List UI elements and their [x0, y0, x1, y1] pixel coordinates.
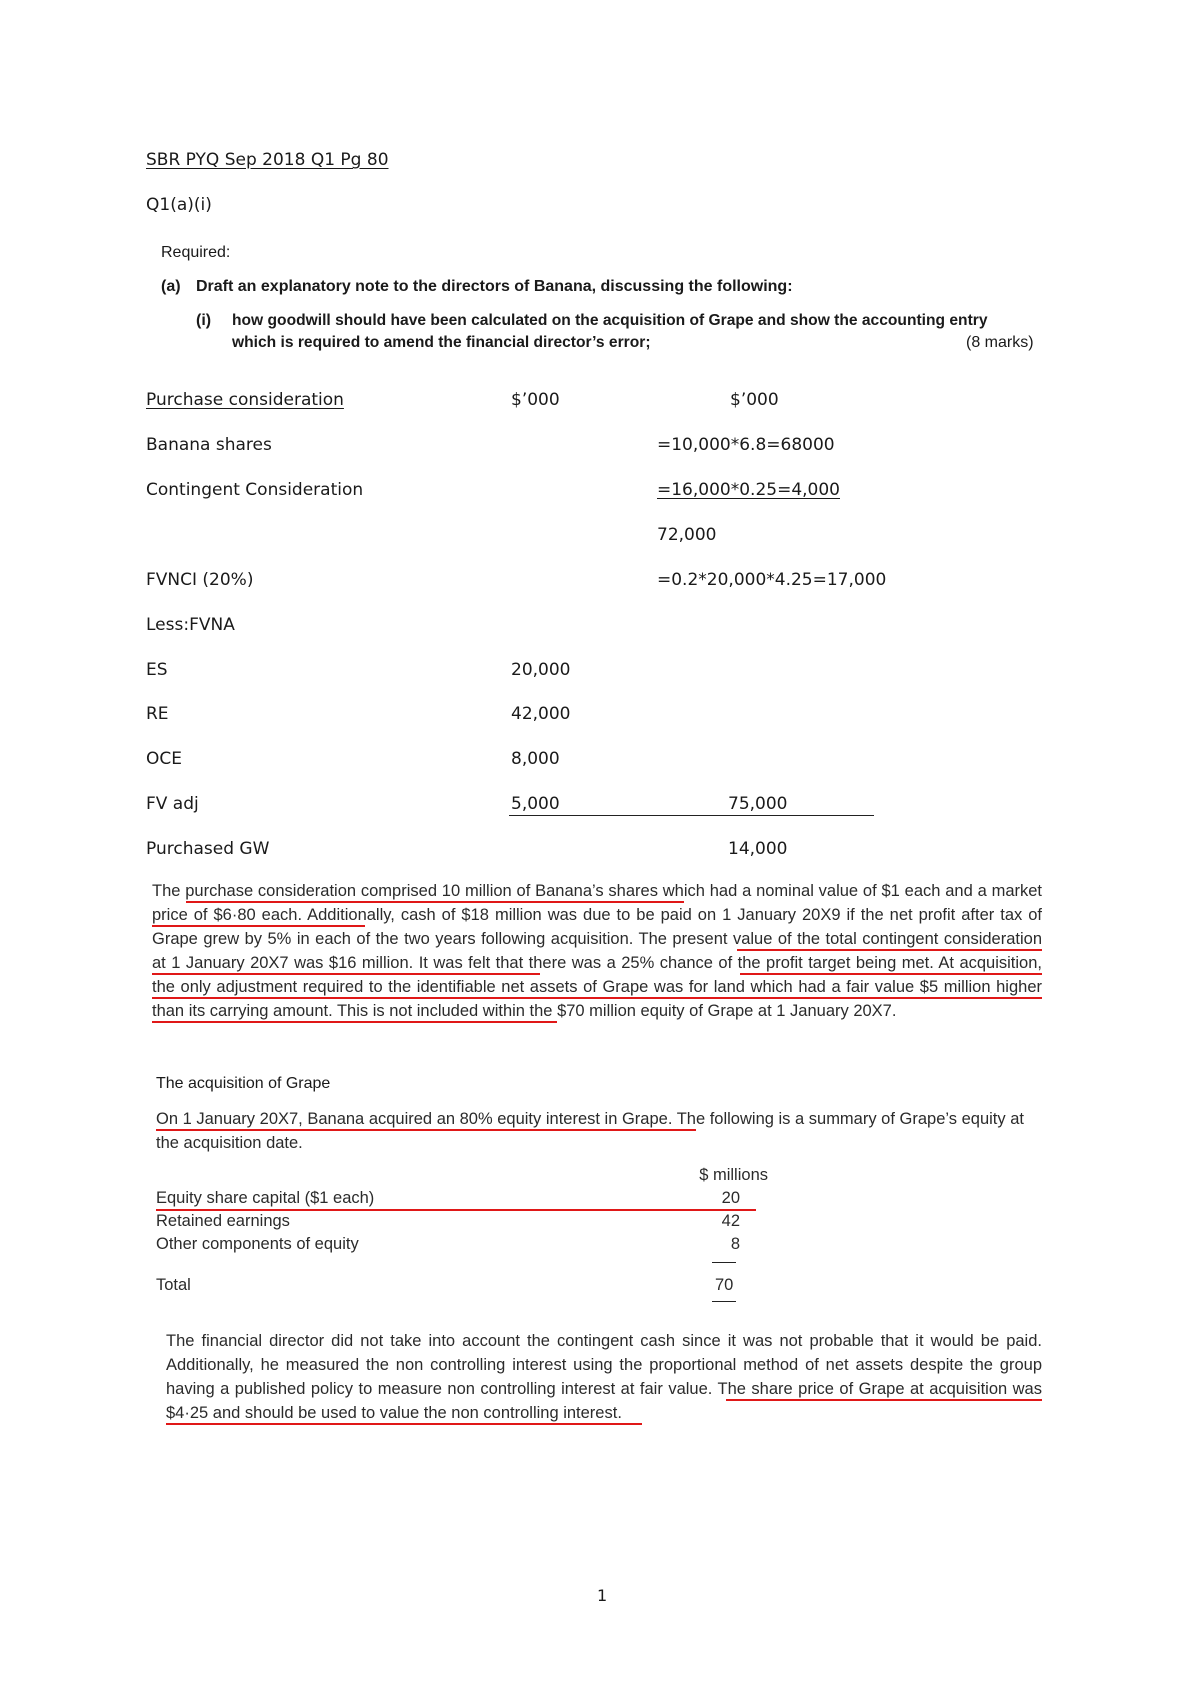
row-col2: 14,000 [728, 839, 788, 859]
page-number: 1 [597, 1586, 608, 1605]
annotation-underline [152, 997, 1042, 999]
acquisition-intro: On 1 January 20X7, Banana acquired an 80% equity interest in Grape. The following is a summary of Grape’s equity at the acquisition date. [156, 1110, 1024, 1152]
row-label: FV adj [146, 794, 199, 814]
row-label: Purchased GW [146, 839, 270, 859]
workings-header-label: Purchase consideration [146, 390, 344, 410]
part-i-label: (i) [196, 312, 212, 329]
row-col2: =0.2*20,000*4.25=17,000 [657, 570, 887, 590]
table-row [156, 1233, 768, 1256]
annotation-underline [737, 949, 1042, 951]
row-col1: 8,000 [511, 749, 560, 769]
col-header: $ millions [699, 1166, 768, 1184]
director-paragraph: The financial director did not take into account the contingent cash since it was not probable that it would be paid. Additionally, he measured the non controlling interest using the proportional method of net assets despite the group having a published policy to measure non controlling interest at fair value. The share price of Grape at acquisition was $4·25 and should be used to value the non controlling interest. [166, 1332, 1042, 1422]
acquisition-heading: The acquisition of Grape [156, 1075, 331, 1092]
row-col1: 20,000 [511, 660, 571, 680]
question-ref: Q1(a)(i) [146, 195, 212, 215]
annotation-underline [152, 1021, 557, 1023]
equity-label: Equity share capital ($1 each) [156, 1189, 375, 1207]
annotation-underline [152, 973, 540, 975]
required-heading: Required: [161, 244, 231, 261]
row-col2: 75,000 [728, 794, 788, 814]
equity-value: 42 [721, 1212, 740, 1230]
row-label: Contingent Consideration [146, 480, 364, 500]
annotation-underline [740, 973, 1042, 975]
row-col1: 5,000 [511, 794, 560, 814]
row-col2: =10,000*6.8=68000 [657, 435, 835, 455]
total-rule-bottom [712, 1301, 736, 1302]
marks: (8 marks) [966, 334, 1034, 351]
annotation-underline [166, 1423, 642, 1425]
total-label: Total [156, 1276, 191, 1294]
subtotal-underline [509, 815, 874, 816]
total-value: 70 [715, 1276, 734, 1294]
row-label: ES [146, 660, 168, 680]
row-label: RE [146, 704, 169, 724]
equity-value: 20 [721, 1189, 740, 1207]
row-label: Banana shares [146, 435, 272, 455]
part-i-line1: how goodwill should have been calculated on the acquisition of Grape and show the accounting entry [232, 312, 988, 329]
table-header-row [156, 1164, 768, 1187]
total-rule-top [712, 1262, 736, 1263]
part-a-label: (a) [161, 278, 181, 295]
part-a-text: Draft an explanatory note to the directors of Banana, discussing the following: [196, 278, 793, 295]
table-row [156, 1187, 768, 1210]
row-col2: =16,000*0.25=4,000 [657, 480, 840, 500]
annotation-underline [152, 925, 365, 927]
part-i-line2: which is required to amend the financial director’s error; [232, 334, 651, 351]
workings-header-col2: $’000 [730, 390, 779, 410]
equity-value: 8 [730, 1235, 740, 1253]
annotation-underline [186, 901, 684, 903]
table-row [156, 1210, 768, 1233]
equity-label: Retained earnings [156, 1212, 290, 1230]
workings-header-col1: $’000 [511, 390, 560, 410]
equity-label: Other components of equity [156, 1235, 359, 1253]
row-label: FVNCI (20%) [146, 570, 254, 590]
annotation-underline [726, 1399, 1042, 1401]
row-col1: 42,000 [511, 704, 571, 724]
annotation-underline [156, 1129, 696, 1131]
page-title: SBR PYQ Sep 2018 Q1 Pg 80 [146, 150, 389, 170]
row-label: Less:FVNA [146, 615, 235, 635]
annotation-underline [156, 1209, 756, 1211]
row-col2: 72,000 [657, 525, 717, 545]
row-label: OCE [146, 749, 182, 769]
scenario-paragraph: The purchase consideration comprised 10 million of Banana’s shares which had a nominal value of $1 each and a market price of $6·80 each. Additionally, cash of $18 million was due to be paid on 1 January 20X9 if the net profit after tax of Grape grew by 5% in each of the two years following acquisition. The present value of the total contingent consideration at 1 January 20X7 was $16 million. It was felt that there was a 25% chance of the profit target being met. At acquisition, the only adjustment required to the identifiable net assets of Grape was for land which had a fair value $5 million higher than its carrying amount. This is not included within the $70 million equity of Grape at 1 January 20X7. [152, 882, 1042, 1020]
